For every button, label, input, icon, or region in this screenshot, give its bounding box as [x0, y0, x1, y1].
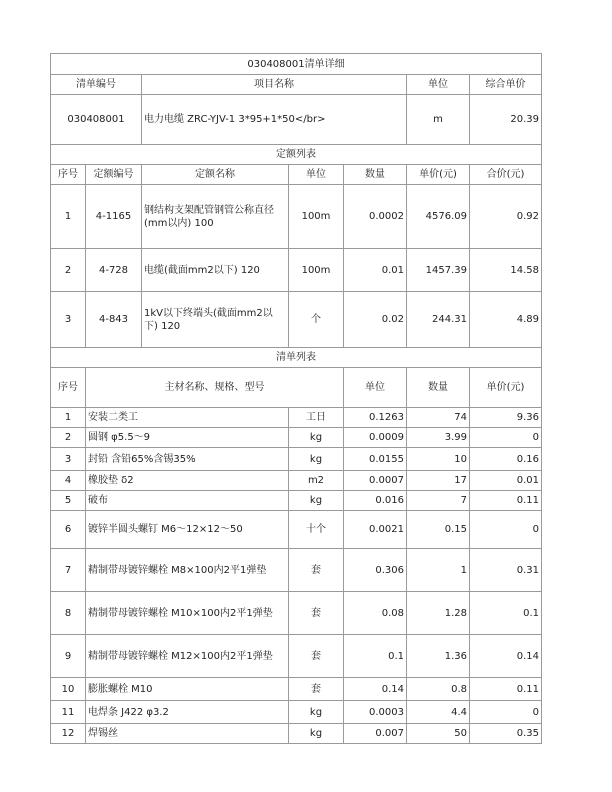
row-name: 破布 — [86, 491, 289, 511]
quota-header-name: 定额名称 — [142, 165, 289, 185]
row-price: 3.99 — [407, 428, 470, 448]
row-price: 0.8 — [407, 678, 470, 701]
row-unit: 100m — [289, 185, 344, 249]
quota-header-qty: 数量 — [344, 165, 407, 185]
item-name: 电力电缆 ZRC-YJV-1 3*95+1*50</br> — [142, 95, 407, 145]
row-qty: 0.02 — [344, 292, 407, 348]
row-price: 244.31 — [407, 292, 470, 348]
row-name: 封铅 含铅65%含锡35% — [86, 448, 289, 471]
row-name: 焊锡丝 — [86, 724, 289, 744]
row-qty: 0.007 — [344, 724, 407, 744]
row-total: 0.11 — [470, 491, 542, 511]
row-total: 0.01 — [470, 471, 542, 491]
row-price: 1457.39 — [407, 249, 470, 292]
row-total: 0 — [470, 428, 542, 448]
row-no: 3 — [51, 292, 86, 348]
row-no: 6 — [51, 511, 86, 549]
table-row — [51, 292, 542, 348]
row-unit: 套 — [289, 549, 344, 592]
row-qty: 0.306 — [344, 549, 407, 592]
row-no: 7 — [51, 549, 86, 592]
row-price: 4.4 — [407, 701, 470, 724]
row-name: 膨胀螺栓 M10 — [86, 678, 289, 701]
row-unit: kg — [289, 491, 344, 511]
quota-header-unit: 单位 — [289, 165, 344, 185]
row-price: 1.36 — [407, 635, 470, 678]
row-price: 17 — [407, 471, 470, 491]
row-qty: 0.0003 — [344, 701, 407, 724]
row-no: 4 — [51, 471, 86, 491]
header-unit: 单位 — [407, 75, 470, 95]
bill-detail-table — [50, 53, 542, 744]
table-row — [51, 678, 542, 701]
quota-header-code: 定额编号 — [86, 165, 142, 185]
quota-header-total: 合价(元) — [470, 165, 542, 185]
materials-header-no: 序号 — [51, 368, 86, 408]
header-price: 综合单价 — [470, 75, 542, 95]
row-name: 精制带母镀锌螺栓 M12×100内2平1弹垫 — [86, 635, 289, 678]
row-price: 10 — [407, 448, 470, 471]
row-qty: 0.0007 — [344, 471, 407, 491]
materials-header-name: 主材名称、规格、型号 — [86, 368, 344, 408]
table-row — [51, 448, 542, 471]
item-price: 20.39 — [470, 95, 542, 145]
row-name: 橡胶垫 δ2 — [86, 471, 289, 491]
row-qty: 0.08 — [344, 592, 407, 635]
row-unit: kg — [289, 428, 344, 448]
row-no: 8 — [51, 592, 86, 635]
row-unit: 套 — [289, 678, 344, 701]
row-unit: kg — [289, 701, 344, 724]
row-price: 7 — [407, 491, 470, 511]
row-no: 12 — [51, 724, 86, 744]
row-qty: 0.0155 — [344, 448, 407, 471]
table-row — [51, 592, 542, 635]
materials-header-qty: 数量 — [407, 368, 470, 408]
table-row — [51, 511, 542, 549]
row-qty: 0.14 — [344, 678, 407, 701]
row-no: 2 — [51, 249, 86, 292]
row-price: 1.28 — [407, 592, 470, 635]
row-price: 74 — [407, 408, 470, 428]
table-row — [51, 701, 542, 724]
header-name: 项目名称 — [142, 75, 407, 95]
quota-header-no: 序号 — [51, 165, 86, 185]
row-name: 安装二类工 — [86, 408, 289, 428]
table-row — [51, 724, 542, 744]
row-no: 11 — [51, 701, 86, 724]
table-row — [51, 428, 542, 448]
row-total: 0.16 — [470, 448, 542, 471]
table-row — [51, 471, 542, 491]
row-code: 4-1165 — [86, 185, 142, 249]
row-total: 0.11 — [470, 678, 542, 701]
row-no: 9 — [51, 635, 86, 678]
table-row — [51, 635, 542, 678]
row-unit: 套 — [289, 635, 344, 678]
row-no: 3 — [51, 448, 86, 471]
row-name: 圆钢 φ5.5～9 — [86, 428, 289, 448]
quota-header-price: 单价(元) — [407, 165, 470, 185]
row-name: 电缆(截面mm2以下) 120 — [142, 249, 289, 292]
row-price: 50 — [407, 724, 470, 744]
row-qty: 0.01 — [344, 249, 407, 292]
row-qty: 0.016 — [344, 491, 407, 511]
row-name: 电焊条 J422 φ3.2 — [86, 701, 289, 724]
row-name: 精制带母镀锌螺栓 M10×100内2平1弹垫 — [86, 592, 289, 635]
materials-header-unit: 单位 — [344, 368, 407, 408]
row-no: 10 — [51, 678, 86, 701]
row-price: 0.15 — [407, 511, 470, 549]
row-no: 1 — [51, 408, 86, 428]
row-unit: kg — [289, 724, 344, 744]
row-unit: kg — [289, 448, 344, 471]
row-code: 4-843 — [86, 292, 142, 348]
row-unit: m2 — [289, 471, 344, 491]
table-row — [51, 408, 542, 428]
materials-header-price: 单价(元) — [470, 368, 542, 408]
row-unit: 100m — [289, 249, 344, 292]
row-qty: 0.1 — [344, 635, 407, 678]
quota-section-title: 定额列表 — [51, 145, 542, 165]
header-code: 清单编号 — [51, 75, 142, 95]
row-qty: 0.1263 — [344, 408, 407, 428]
row-no: 2 — [51, 428, 86, 448]
row-total: 0 — [470, 701, 542, 724]
row-total: 0.1 — [470, 592, 542, 635]
row-qty: 0.0002 — [344, 185, 407, 249]
row-total: 0.35 — [470, 724, 542, 744]
row-unit: 工日 — [289, 408, 344, 428]
row-name: 1kV以下终端头(截面mm2以下) 120 — [142, 292, 289, 348]
row-unit: 套 — [289, 592, 344, 635]
item-code: 030408001 — [51, 95, 142, 145]
table-row — [51, 185, 542, 249]
table-row — [51, 249, 542, 292]
bill-item-row — [51, 95, 542, 145]
row-name: 精制带母镀锌螺栓 M8×100内2平1弹垫 — [86, 549, 289, 592]
row-total: 0.31 — [470, 549, 542, 592]
row-unit: 个 — [289, 292, 344, 348]
row-total: 9.36 — [470, 408, 542, 428]
item-unit: m — [407, 95, 470, 145]
row-name: 镀锌半圆头螺钉 M6～12×12～50 — [86, 511, 289, 549]
table-row — [51, 549, 542, 592]
row-price: 1 — [407, 549, 470, 592]
row-total: 14.58 — [470, 249, 542, 292]
row-total: 4.89 — [470, 292, 542, 348]
row-price: 4576.09 — [407, 185, 470, 249]
row-code: 4-728 — [86, 249, 142, 292]
row-no: 1 — [51, 185, 86, 249]
materials-section-title: 清单列表 — [51, 348, 542, 368]
row-name: 钢结构支架配管钢管公称直径(mm以内) 100 — [142, 185, 289, 249]
row-total: 0.14 — [470, 635, 542, 678]
row-unit: 十个 — [289, 511, 344, 549]
row-total: 0.92 — [470, 185, 542, 249]
row-qty: 0.0021 — [344, 511, 407, 549]
row-no: 5 — [51, 491, 86, 511]
table-title: 030408001清单详细 — [51, 54, 542, 75]
table-row — [51, 491, 542, 511]
row-qty: 0.0009 — [344, 428, 407, 448]
row-total: 0 — [470, 511, 542, 549]
